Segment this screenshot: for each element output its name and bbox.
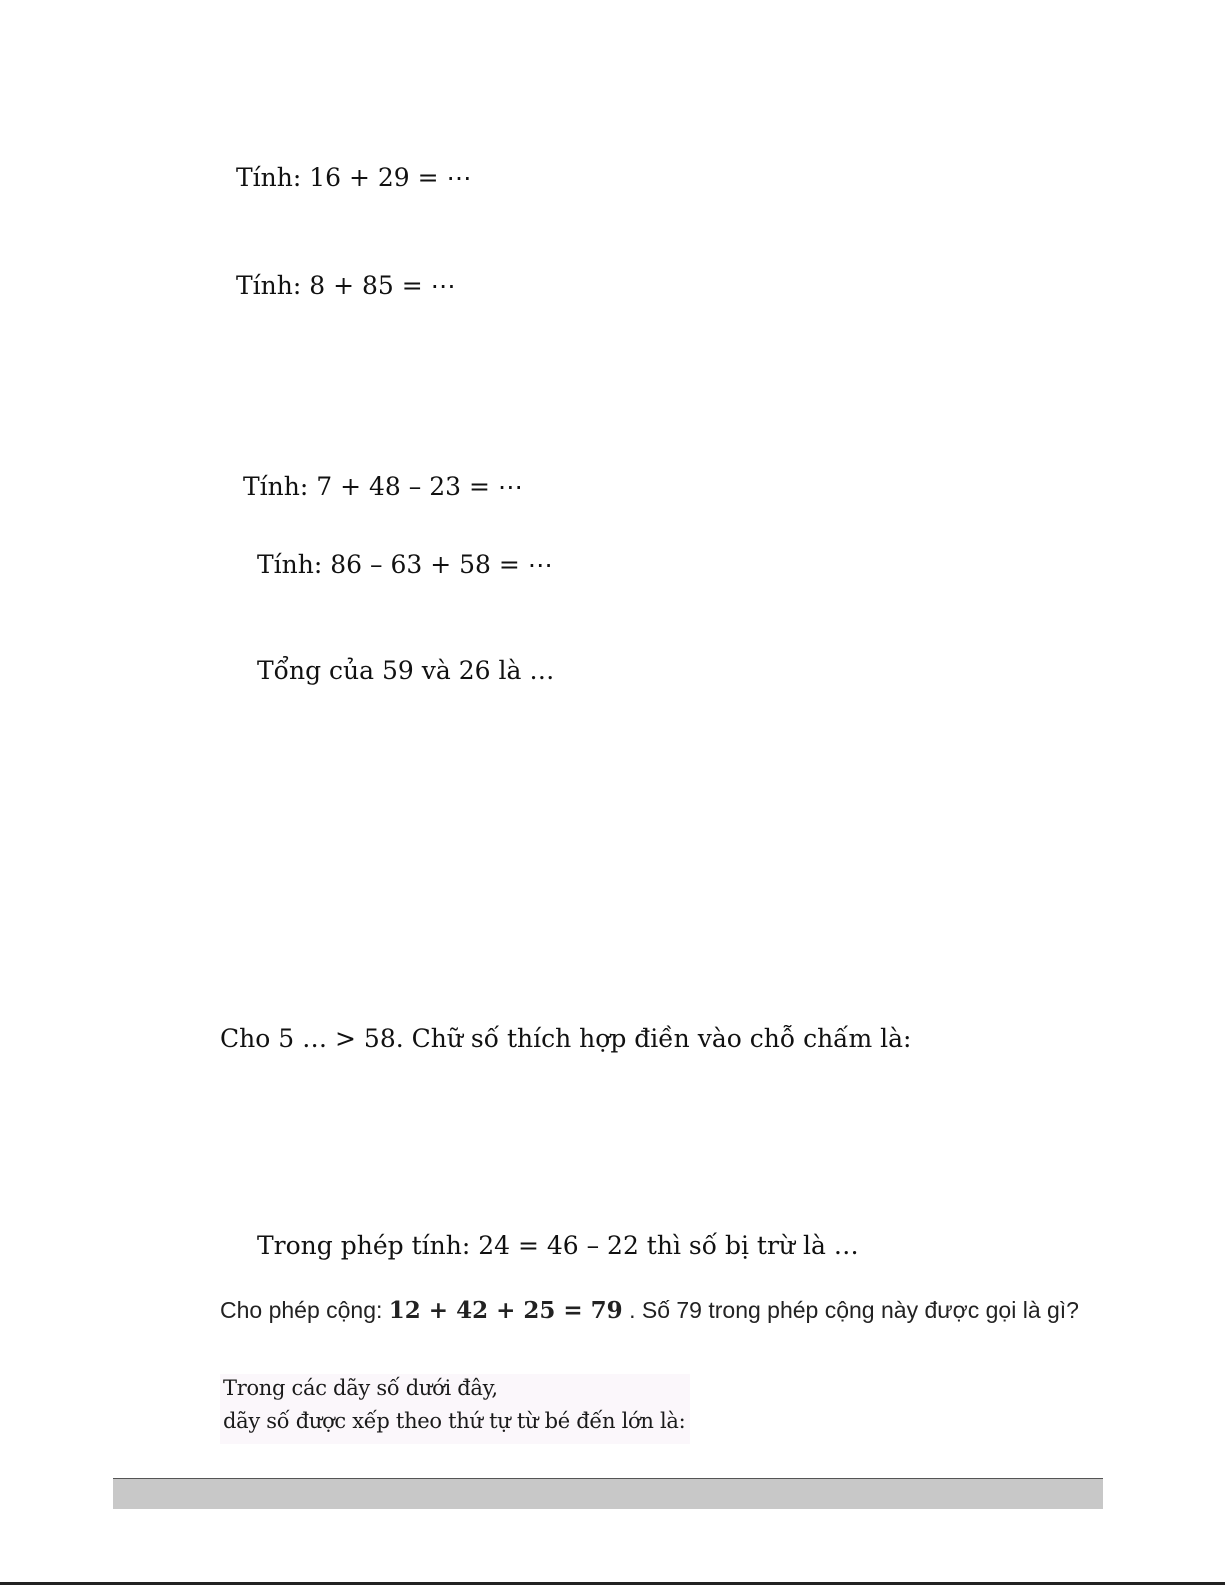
question-9-image-box [220,1374,690,1444]
question-6: Cho 5 … > 58. Chữ số thích hợp điền vào chỗ chấm là: [220,1024,912,1053]
question-8 [220,1294,1079,1327]
question-8-expression: 12 + 42 + 25 = 79 [388,1297,623,1324]
question-3: Tính: 7 + 48 – 23 = ⋯ [243,472,523,501]
footer-band [113,1479,1103,1509]
question-5: Tổng của 59 và 26 là … [257,656,555,685]
question-9-line-1: Trong các dãy số dưới đây, [223,1376,498,1400]
question-1: Tính: 16 + 29 = ⋯ [236,163,472,192]
question-8-suffix: . Số 79 trong phép cộng này được gọi là gì? [622,1297,1079,1323]
question-4: Tính: 86 – 63 + 58 = ⋯ [257,550,553,579]
question-2: Tính: 8 + 85 = ⋯ [236,271,456,300]
question-8-prefix: Cho phép cộng: [220,1297,389,1323]
question-7: Trong phép tính: 24 = 46 – 22 thì số bị trừ là … [257,1231,859,1260]
question-9-line-2: dãy số được xếp theo thứ tự từ bé đến lớn là: [223,1409,686,1433]
